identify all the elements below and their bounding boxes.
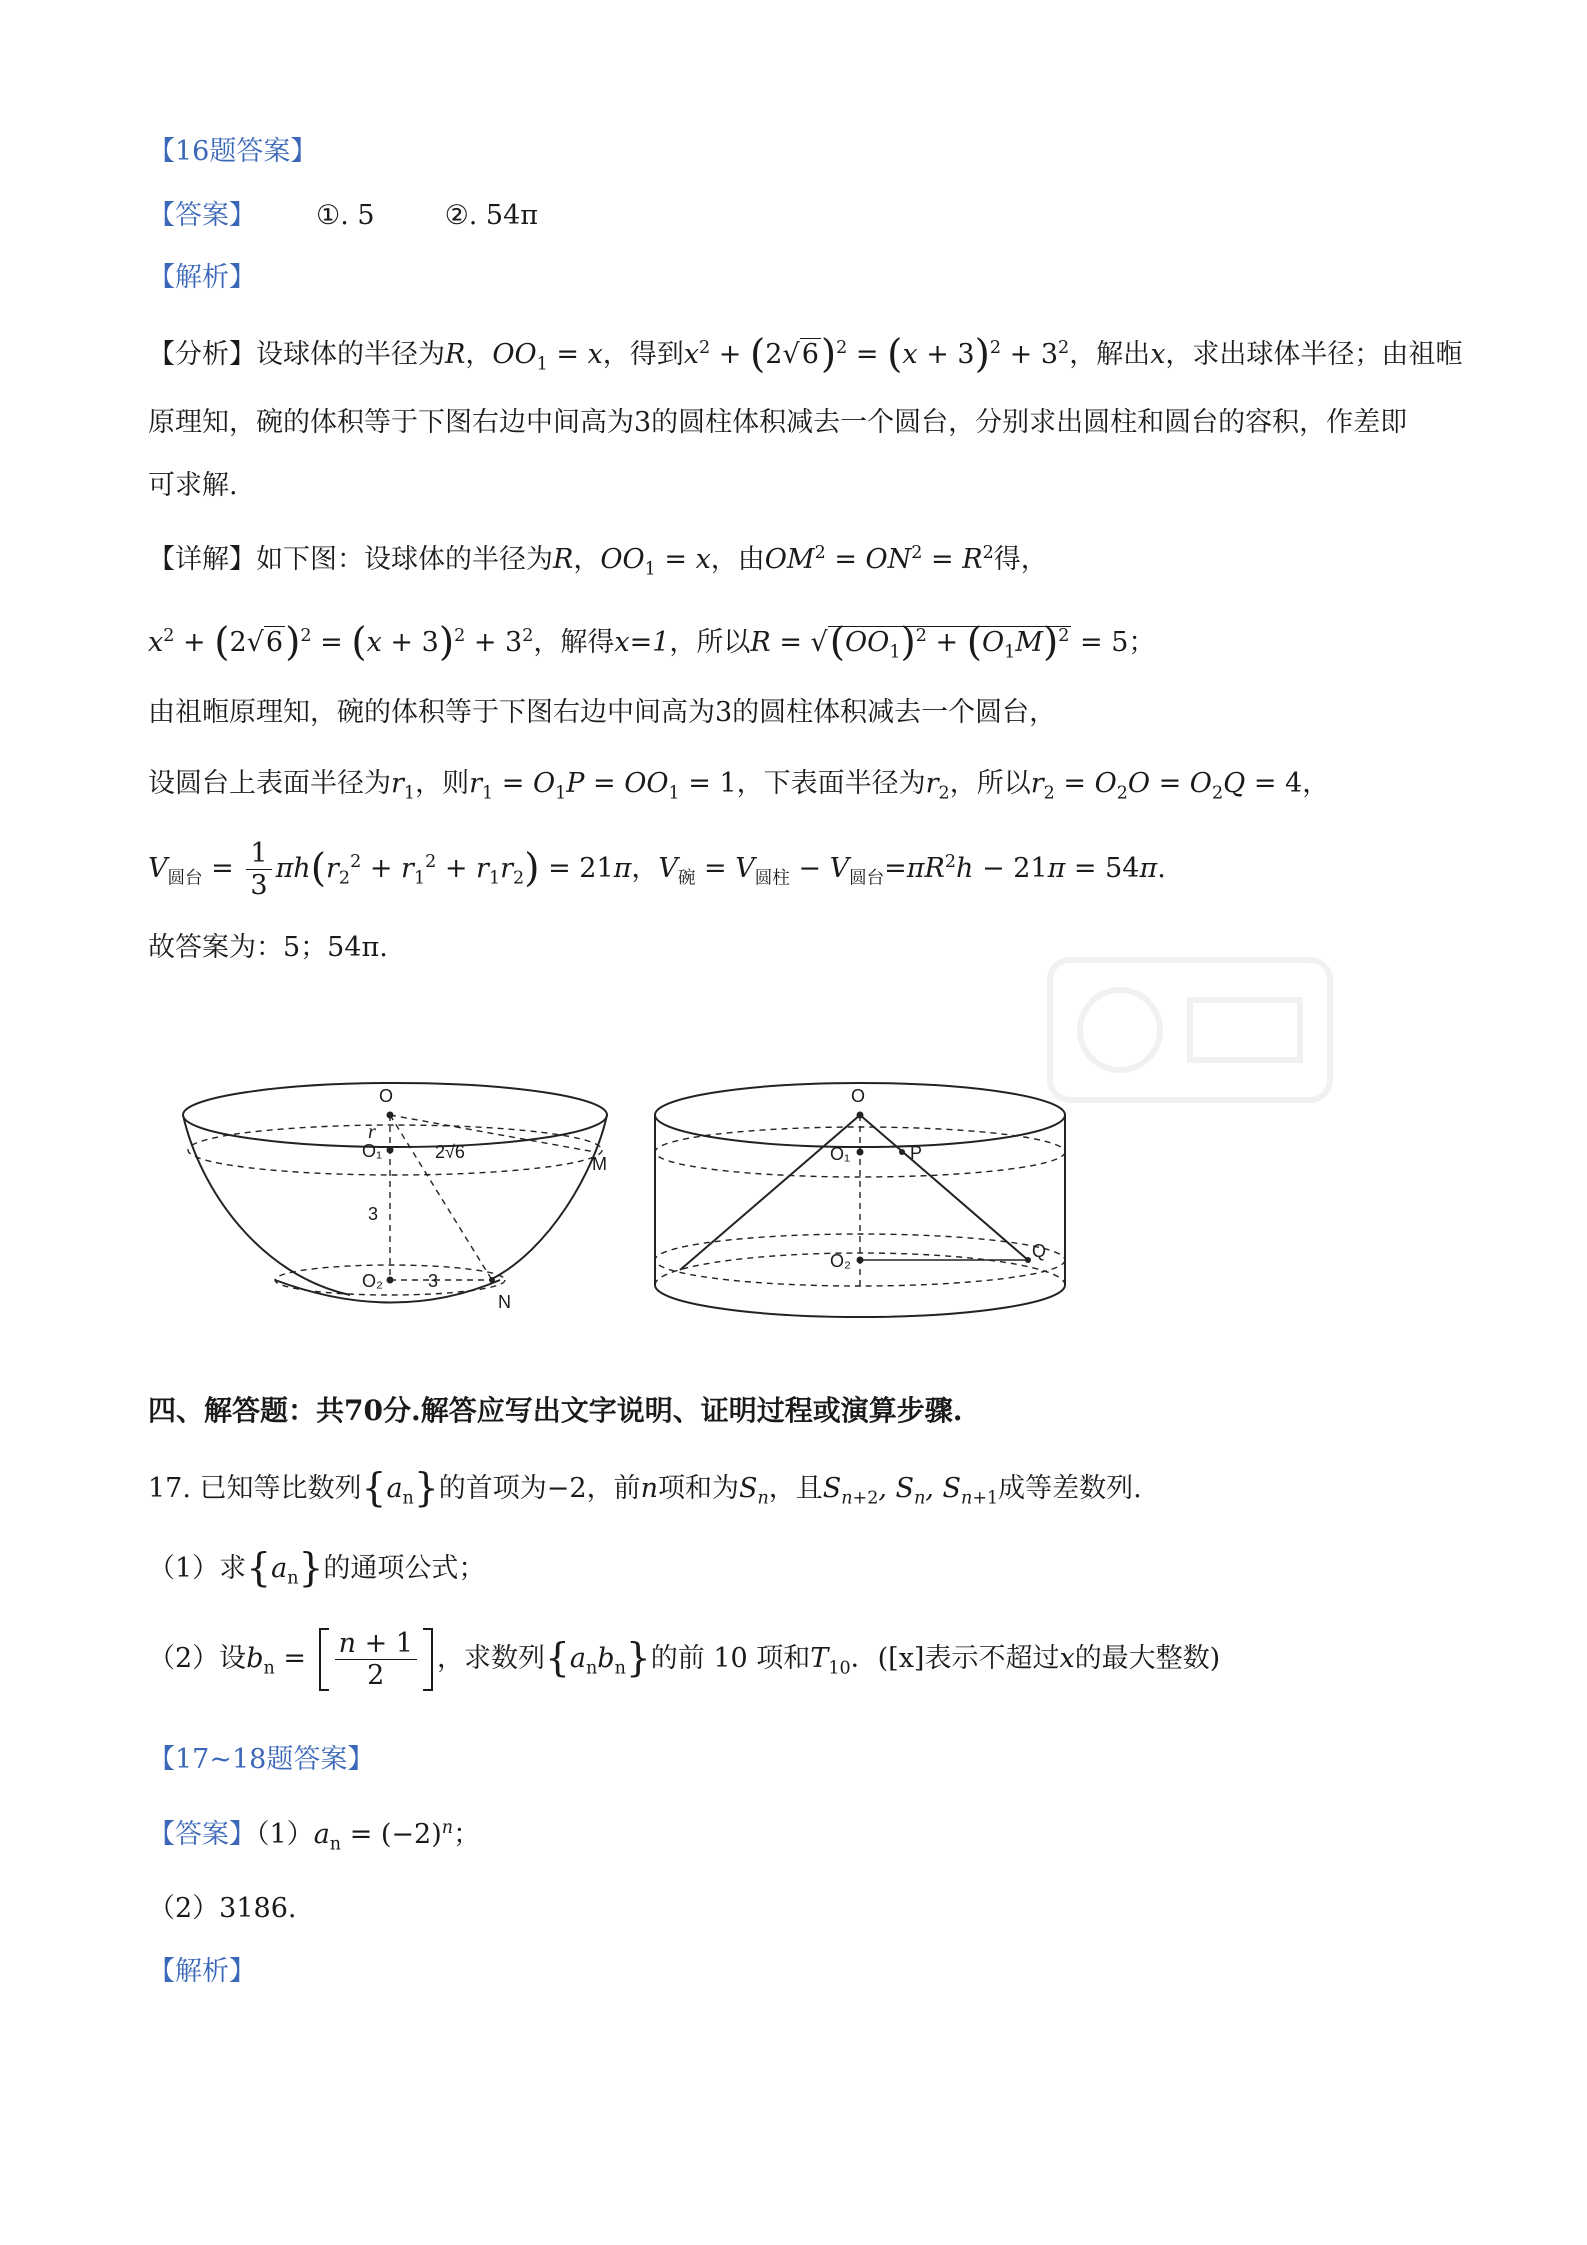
q17-stem-a: 17. 已知等比数列 [148,1473,362,1504]
math-eq-1: $x^2 + (2√6)^2 = (x + 3)^2 + 3^2$ [683,332,1070,377]
cyl-point-p [899,1149,905,1155]
left-bowl-figure [183,1083,607,1312]
q17-stem-d: 项和为 [657,1473,739,1504]
q16-header: 【16题答案】 [148,136,318,167]
math-seq-an-2: $\{a_n\}$ [246,1546,324,1591]
q17-stem [148,1466,1142,1513]
v-wan-sub: 碗 [677,868,696,889]
fenxi-text-c: ，得到 [602,339,684,370]
fenxi-text-d: ，解出 [1069,339,1151,370]
fenxi-text-e: ，求出球体半径；由祖暅 [1165,339,1463,370]
answer-2: ②. 54π [444,200,539,231]
q16-analysis-label: 【解析】 [148,262,256,293]
xiangjie-text-4a: 设圆台上表面半径为 [148,768,391,799]
label-o2: O₂ [362,1271,383,1291]
q17-part1-a: （1）求 [148,1553,247,1584]
math-an-formula: $a_n = (-2)^n$ [313,1818,454,1855]
q17-part2-d: ．([x]表示不超过 [850,1643,1060,1675]
xiangjie-text-4d: ，所以 [949,768,1031,799]
o1-ellipse [188,1125,602,1175]
q17-stem-e: ，且 [768,1473,823,1504]
q17-part2-e: 的最大整数) [1074,1643,1221,1675]
fenxi-line-1 [148,332,1462,379]
label-o: O [379,1086,394,1106]
math-bn: $b_n$ = $\frac{n + 1}{2}$ [246,1643,437,1674]
math-x-2: x [1059,1643,1075,1675]
xiangjie-line-2 [148,620,1155,667]
cyl-label-o: O [851,1086,866,1106]
q17-answer-1-suffix: ； [453,1819,481,1850]
xiangjie-line-4 [148,768,1329,804]
label-m: M [592,1154,607,1174]
math-sn: $S_n$ [738,1473,769,1509]
math-v-tai: $V_{圆台}$ = $\frac{1}{3}$ $\pi h(r_2^2 + r_1^2 + r_1r_2) = 21\pi$ [148,838,632,902]
xiangjie-text-2a: ，解得 [533,627,615,658]
q17-answer-label: 【答案】 [148,1819,256,1850]
math-t10: $T_{10}$ [810,1643,851,1679]
math-n: n [640,1473,658,1504]
fenxi-line-3: 可求解. [148,470,238,501]
math-anbn: $\{a_nb_n\}$ [544,1636,651,1682]
cyl-point-o2 [857,1257,864,1264]
math-seq-an: $\{a_n\}$ [361,1466,439,1511]
v-tai-sub-2: 圆台 [849,868,885,889]
label-3-horizontal: 3 [428,1271,439,1291]
xiangjie-text-2d: ； [1128,627,1156,658]
label-o1: O₁ [362,1141,383,1161]
on-line [390,1115,492,1280]
cyl-label-q: Q [1032,1241,1047,1261]
point-o [387,1112,394,1119]
math-r2-value: $r_2 = O_2O = O_2Q = 4$ [1030,768,1303,804]
math-x-eq-1: x=1 [614,627,670,658]
math-eq-2: $x^2 + (2√6)^2 = (x + 3)^2 + 3^2$ [148,620,534,665]
v-tai-sub-1: 圆台 [167,868,203,889]
answer-1: ①. 5 [316,200,375,231]
q17-stem-c: ，前 [586,1473,641,1504]
cyl-label-o1: O₁ [830,1144,851,1164]
bowl-right-arc [490,1115,607,1280]
math-R: R [445,339,466,370]
xiangjie-line-1 [148,543,1048,580]
answer-label: 【答案】 [148,200,256,231]
math-v-wan: $V_碗 = V_{圆柱} - V_{圆台}=\pi R^2h - 21\pi = 54\pi$ [658,852,1158,889]
q17-part2-a: （2）设 [148,1643,247,1675]
xiangjie-text-4b: ，则 [415,768,470,799]
xiangjie-line-5: $V_{圆台}$ = $\frac{1}{3}$ $\pi h(r_2^2 + r_1^2 + r_1r_2) = 21\pi$，$V_碗 = V_{圆柱} - V_{圆台}=\pi R^2h - 21\pi = 54\pi$. [148,838,1166,902]
v-zhu-sub: 圆柱 [754,868,790,889]
q17-stem-b: 的首项为 [438,1473,547,1504]
q17-header: 【17~18题答案】 [148,1744,375,1775]
math-s-seq: $S_{n+2}$, $S_n$, $S_{n+1}$ [822,1473,999,1509]
point-o1 [387,1147,394,1154]
xiangjie-text-4c: ，下表面半径为 [736,768,926,799]
q17-analysis-label: 【解析】 [148,1956,256,1987]
xiangjie-text-2c: ，所以 [669,627,751,658]
point-o2 [387,1277,394,1284]
label-2sqrt6: 2√6 [435,1142,465,1162]
math-om-on-r: $OM^2 = ON^2 = R^2$ [764,543,994,575]
top-ellipse [183,1083,607,1147]
cyl-label-o2: O₂ [830,1251,851,1271]
xiangjie-text-d: 得， [993,544,1048,575]
fenxi-text-a: 设球体的半径为 [256,339,445,370]
q17-answer-1 [148,1818,480,1855]
right-cylinder-figure [655,1083,1065,1317]
xiangjie-text-c: ，由 [710,544,765,575]
label-r: r [368,1121,376,1143]
cyl-point-q [1025,1257,1031,1263]
q17-stem-f: 成等差数列. [998,1473,1142,1504]
label-3-vertical: 3 [368,1204,379,1224]
fenxi-line-2: 原理知，碗的体积等于下图右边中间高为3的圆柱体积减去一个圆台，分别求出圆柱和圆台的容积，作差即 [148,407,1408,438]
math-r1-value: $r_1 = O_1P = OO_1 = 1$ [469,768,737,804]
cyl-point-o1 [857,1149,864,1156]
math-oo1-eq-x-2: $OO_1 = x$ [600,544,711,580]
cone-right-edge [860,1115,1028,1260]
fenxi-label: 【分析】 [148,339,256,370]
xiangjie-text-4e: ， [1302,768,1330,799]
label-n: N [498,1292,511,1312]
conclusion: 故答案为：5；54π. [148,932,388,963]
math-R-2: R [553,544,574,575]
q16-answer-line [148,200,538,232]
xiangjie-text-a: 如下图：设球体的半径为 [256,544,553,575]
q17-answer-1-prefix: （1） [256,1819,314,1850]
math-oo1-eq-x: $OO_1 = x$ [492,339,603,375]
xiangjie-line-3: 由祖暅原理知，碗的体积等于下图右边中间高为3的圆柱体积减去一个圆台， [148,697,1057,728]
q17-part2-c: 的前 10 项和 [650,1643,811,1675]
q17-part-2 [148,1628,1220,1691]
xiangjie-label: 【详解】 [148,544,256,575]
math-x: x [1150,339,1166,370]
xiangjie-text-b: ， [573,544,601,575]
math-r1: $r_1$ [391,768,416,804]
cyl-bottom-front [655,1285,1065,1317]
math-neg2: −2 [546,1473,587,1504]
point-n [489,1277,495,1283]
q17-part1-b: 的通项公式； [323,1553,486,1584]
fenxi-text-b: ， [465,339,493,370]
math-r2: $r_2$ [925,768,950,804]
geometry-figure [180,1080,1400,1340]
cyl-label-p: P [910,1143,923,1163]
cone-left-edge [680,1115,860,1270]
section-4-title: 四、解答题：共70分.解答应写出文字说明、证明过程或演算步骤. [148,1394,963,1427]
q17-answer-2: （2）3186. [148,1893,297,1924]
cyl-point-o [857,1112,864,1119]
math-R-value: $R = √(OO_1)^2 + (O_1M)^2 = 5$ [750,620,1129,665]
q17-part2-b: ，求数列 [436,1643,545,1675]
q17-part-1 [148,1546,485,1593]
